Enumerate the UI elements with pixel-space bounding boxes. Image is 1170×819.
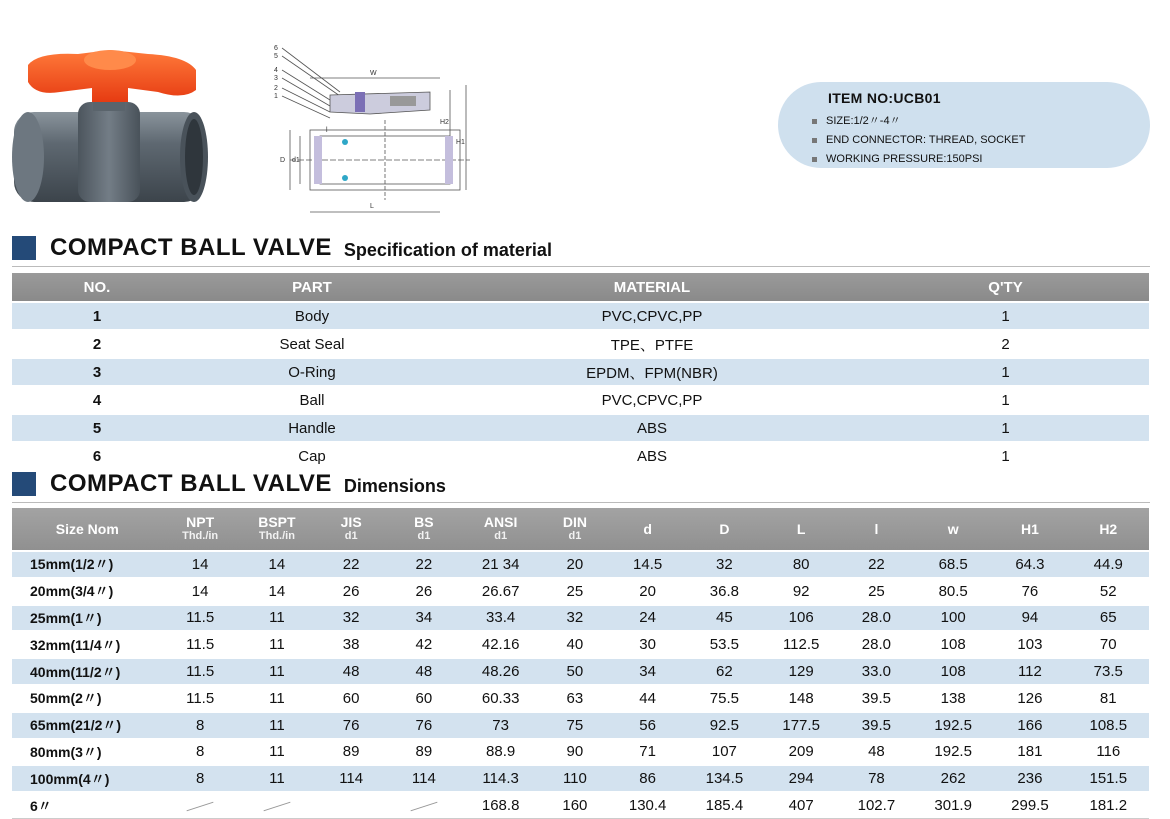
dimension-cell: 26: [316, 578, 386, 605]
cell-no: 4: [12, 386, 182, 414]
drawing-part-6: 6: [274, 45, 278, 52]
dimension-cell: 71: [610, 739, 685, 766]
dim-header-cell: [163, 508, 238, 551]
dimension-cell: 86: [610, 765, 685, 792]
cell-no: 1: [12, 302, 182, 330]
dimension-cell: 52: [1068, 578, 1149, 605]
item-info-panel: [778, 82, 1150, 168]
dimension-cell: 14.5: [610, 551, 685, 578]
dimension-cell: 106: [764, 605, 839, 632]
dimension-row: [12, 685, 1149, 712]
dimension-row: [12, 551, 1149, 578]
cell-qty: 2: [862, 330, 1149, 358]
dim-header-cell: [540, 508, 610, 551]
dim-header-cell: [685, 508, 763, 551]
drawing-part-3: 3: [274, 75, 278, 82]
dimension-cell: [238, 792, 316, 818]
cell-no: 2: [12, 330, 182, 358]
dimension-cell: 32: [316, 605, 386, 632]
dimension-cell: 76: [316, 712, 386, 739]
dimension-cell: 75.5: [685, 685, 763, 712]
size-cell: 65mm(21/2〃): [12, 712, 163, 739]
dimension-cell: 181.2: [1068, 792, 1149, 818]
dimension-cell: 148: [764, 685, 839, 712]
dimension-cell: 53.5: [685, 631, 763, 658]
cell-part: Body: [182, 302, 442, 330]
dim-header-cell: [386, 508, 461, 551]
dimension-cell: 11.5: [163, 658, 238, 685]
dimension-cell: 192.5: [914, 712, 992, 739]
dimension-cell: 81: [1068, 685, 1149, 712]
material-row: [12, 414, 1149, 442]
cell-no: 6: [12, 442, 182, 469]
dim-header-main: H1: [1020, 520, 1039, 537]
header-qty: Q'TY: [862, 273, 1149, 302]
dimension-cell: [163, 792, 238, 818]
dimension-cell: 44: [610, 685, 685, 712]
dimension-row: [12, 739, 1149, 766]
dimension-cell: 407: [764, 792, 839, 818]
dimension-cell: 11: [238, 712, 316, 739]
size-cell: 80mm(3〃): [12, 739, 163, 766]
dimension-section-title: COMPACT BALL VALVE: [50, 470, 332, 497]
dimension-cell: 62: [685, 658, 763, 685]
dimension-cell: [386, 792, 461, 818]
dimension-row: [12, 792, 1149, 818]
dim-header-cell: [764, 508, 839, 551]
dimension-cell: 48: [839, 739, 914, 766]
dim-header-cell: [1068, 508, 1149, 551]
drawing-label-h2: H2: [440, 119, 449, 126]
dimension-cell: 22: [386, 551, 461, 578]
cell-qty: 1: [862, 386, 1149, 414]
dimension-row: [12, 765, 1149, 792]
material-section-subtitle: Specification of material: [343, 240, 552, 260]
dimension-cell: 92.5: [685, 712, 763, 739]
dimension-cell: 11: [238, 765, 316, 792]
dim-header-main: Size Nom: [55, 520, 119, 537]
bullet-icon: [812, 157, 817, 162]
dimension-cell: 126: [992, 685, 1067, 712]
dimension-cell: 108: [914, 658, 992, 685]
dimension-cell: 130.4: [610, 792, 685, 818]
drawing-part-4: 4: [274, 67, 278, 74]
size-cell: 25mm(1〃): [12, 605, 163, 632]
cell-qty: 1: [862, 414, 1149, 442]
dimension-cell: 20: [610, 578, 685, 605]
not-applicable-mark: [187, 801, 214, 811]
cell-no: 3: [12, 358, 182, 386]
dim-header-sub: d1: [568, 529, 582, 542]
header-no: NO.: [12, 273, 182, 302]
dim-header-sub: Thd./in: [258, 529, 295, 542]
dimension-cell: 88.9: [462, 739, 540, 766]
dimension-cell: 92: [764, 578, 839, 605]
dimension-cell: 112: [992, 658, 1067, 685]
drawing-part-5: 5: [274, 53, 278, 60]
dimension-cell: 8: [163, 765, 238, 792]
dimension-cell: 177.5: [764, 712, 839, 739]
size-cell: 15mm(1/2〃): [12, 551, 163, 578]
drawing-label-l: L: [370, 203, 374, 210]
dim-header-main: l: [874, 520, 879, 537]
dim-header-main: D: [719, 520, 730, 537]
cell-material: ABS: [442, 442, 862, 469]
dimension-cell: 25: [540, 578, 610, 605]
dimension-cell: 94: [992, 605, 1067, 632]
drawing-label-w: W: [370, 70, 377, 77]
dimension-cell: 185.4: [685, 792, 763, 818]
cell-part: Ball: [182, 386, 442, 414]
dimension-cell: 48: [316, 658, 386, 685]
dimension-cell: 11: [238, 685, 316, 712]
dim-header-cell: [839, 508, 914, 551]
material-row: [12, 358, 1149, 386]
dim-header-sub: Thd./in: [182, 529, 219, 542]
dimension-cell: 22: [316, 551, 386, 578]
dim-header-cell: [238, 508, 316, 551]
dim-header-cell: [992, 508, 1067, 551]
dimension-section-heading: [12, 468, 446, 498]
dim-header-main: H2: [1099, 520, 1118, 537]
dimension-row: [12, 712, 1149, 739]
dimension-cell: 114.3: [462, 765, 540, 792]
dimension-cell: 33.4: [462, 605, 540, 632]
dimension-cell: 209: [764, 739, 839, 766]
header-material: MATERIAL: [442, 273, 862, 302]
dimension-cell: 11: [238, 631, 316, 658]
dim-header-cell: [12, 508, 163, 551]
dimension-cell: 76: [992, 578, 1067, 605]
dim-header-cell: [610, 508, 685, 551]
cell-qty: 1: [862, 442, 1149, 469]
dimension-cell: 56: [610, 712, 685, 739]
cell-part: Handle: [182, 414, 442, 442]
dimension-cell: 100: [914, 605, 992, 632]
cell-no: 5: [12, 414, 182, 442]
dimension-cell: 301.9: [914, 792, 992, 818]
divider: [12, 266, 1150, 267]
item-spec-pressure: WORKING PRESSURE:150PSI: [812, 150, 1025, 169]
dimension-cell: 28.0: [839, 631, 914, 658]
dim-header-sub: d1: [494, 529, 508, 542]
heading-square-icon: [12, 236, 36, 260]
dimension-cell: 11: [238, 739, 316, 766]
dim-header-main: JIS: [340, 513, 362, 530]
dimension-cell: 114: [316, 765, 386, 792]
dimension-cell: 129: [764, 658, 839, 685]
cell-material: TPE、PTFE: [442, 330, 862, 358]
material-table: [12, 273, 1149, 469]
dimension-cell: 73: [462, 712, 540, 739]
dimension-cell: 26: [386, 578, 461, 605]
ball-valve-product-image: [8, 40, 213, 210]
dimension-cell: 89: [386, 739, 461, 766]
dim-header-cell: [462, 508, 540, 551]
dimension-cell: 11: [238, 605, 316, 632]
dim-header-main: BSPT: [258, 513, 296, 530]
material-row: [12, 302, 1149, 330]
dimension-cell: 166: [992, 712, 1067, 739]
dimension-cell: [316, 792, 386, 818]
dimension-cell: 44.9: [1068, 551, 1149, 578]
drawing-label-d: D: [280, 157, 286, 164]
valve-technical-drawing: [270, 40, 480, 220]
dimension-cell: 36.8: [685, 578, 763, 605]
dimension-row: [12, 658, 1149, 685]
dimension-cell: 40: [540, 631, 610, 658]
bullet-icon: [812, 119, 817, 124]
drawing-part-1: 1: [274, 93, 278, 100]
dimension-cell: 32: [540, 605, 610, 632]
cell-part: O-Ring: [182, 358, 442, 386]
dimension-cell: 33.0: [839, 658, 914, 685]
dimension-cell: 63: [540, 685, 610, 712]
dimension-cell: 21 34: [462, 551, 540, 578]
dimension-cell: 65: [1068, 605, 1149, 632]
size-cell: 32mm(11/4〃): [12, 631, 163, 658]
dimension-cell: 8: [163, 739, 238, 766]
item-spec-connector: END CONNECTOR: THREAD, SOCKET: [812, 131, 1025, 150]
dimension-cell: 11.5: [163, 631, 238, 658]
dimension-cell: 114: [386, 765, 461, 792]
dimension-cell: 168.8: [462, 792, 540, 818]
dimension-table: [12, 508, 1149, 819]
dimension-cell: 42: [386, 631, 461, 658]
dimension-cell: 11: [238, 658, 316, 685]
not-applicable-mark: [410, 801, 437, 811]
drawing-part-2: 2: [274, 85, 278, 92]
dimension-cell: 20: [540, 551, 610, 578]
material-row: [12, 386, 1149, 414]
dimension-cell: 11.5: [163, 685, 238, 712]
cell-qty: 1: [862, 358, 1149, 386]
dimension-cell: 48.26: [462, 658, 540, 685]
dimension-cell: 116: [1068, 739, 1149, 766]
dimension-cell: 34: [386, 605, 461, 632]
dimension-cell: 112.5: [764, 631, 839, 658]
dimension-cell: 160: [540, 792, 610, 818]
item-number-title: ITEM NO:UCB01: [828, 90, 941, 106]
dimension-cell: 25: [839, 578, 914, 605]
cell-part: Cap: [182, 442, 442, 469]
heading-square-icon: [12, 472, 36, 496]
dimension-cell: 28.0: [839, 605, 914, 632]
drawing-label-h1: H1: [456, 139, 465, 146]
size-cell: 100mm(4〃): [12, 765, 163, 792]
dim-header-main: L: [796, 520, 806, 537]
dimension-cell: 102.7: [839, 792, 914, 818]
dimension-cell: 181: [992, 739, 1067, 766]
dimension-cell: 60: [316, 685, 386, 712]
dimension-cell: 110: [540, 765, 610, 792]
dimension-cell: 30: [610, 631, 685, 658]
dim-header-main: BS: [414, 513, 434, 530]
divider: [12, 502, 1150, 503]
size-cell: 50mm(2〃): [12, 685, 163, 712]
material-section-title: COMPACT BALL VALVE: [50, 234, 332, 261]
dimension-cell: 34: [610, 658, 685, 685]
header-part: PART: [182, 273, 442, 302]
dimension-cell: 262: [914, 765, 992, 792]
size-cell: 20mm(3/4〃): [12, 578, 163, 605]
dim-header-cell: [914, 508, 992, 551]
dimension-cell: 80: [764, 551, 839, 578]
dimension-cell: 103: [992, 631, 1067, 658]
dimension-cell: 70: [1068, 631, 1149, 658]
dimension-cell: 192.5: [914, 739, 992, 766]
dimension-cell: 42.16: [462, 631, 540, 658]
dimension-cell: 39.5: [839, 685, 914, 712]
dimension-cell: 50: [540, 658, 610, 685]
dimension-cell: 11.5: [163, 605, 238, 632]
dimension-cell: 14: [163, 551, 238, 578]
dim-header-main: DIN: [562, 513, 587, 530]
material-section-heading: [12, 232, 552, 262]
dimension-cell: 68.5: [914, 551, 992, 578]
cell-material: PVC,CPVC,PP: [442, 302, 862, 330]
dimension-section-subtitle: Dimensions: [343, 476, 446, 496]
dimension-cell: 76: [386, 712, 461, 739]
dimension-cell: 80.5: [914, 578, 992, 605]
material-row: [12, 330, 1149, 358]
dimension-cell: 299.5: [992, 792, 1067, 818]
dimension-cell: 134.5: [685, 765, 763, 792]
cell-qty: 1: [862, 302, 1149, 330]
dimension-row: [12, 631, 1149, 658]
dimension-cell: 90: [540, 739, 610, 766]
dimension-cell: 48: [386, 658, 461, 685]
dim-header-main: d: [643, 520, 652, 537]
dimension-cell: 73.5: [1068, 658, 1149, 685]
dimension-table-header: [12, 508, 1149, 551]
dim-header-cell: [316, 508, 386, 551]
dimension-cell: 60.33: [462, 685, 540, 712]
material-row: [12, 442, 1149, 469]
dimension-cell: 64.3: [992, 551, 1067, 578]
item-spec-list: [812, 112, 1025, 169]
dimension-cell: 14: [163, 578, 238, 605]
dimension-cell: 14: [238, 551, 316, 578]
material-table-header: [12, 273, 1149, 302]
dimension-cell: 26.67: [462, 578, 540, 605]
dimension-row: [12, 578, 1149, 605]
dimension-cell: 294: [764, 765, 839, 792]
dimension-cell: 78: [839, 765, 914, 792]
size-cell: 6〃: [12, 792, 163, 818]
dimension-cell: 32: [685, 551, 763, 578]
dimension-cell: 60: [386, 685, 461, 712]
dimension-cell: 24: [610, 605, 685, 632]
dimension-cell: 89: [316, 739, 386, 766]
dimension-cell: 107: [685, 739, 763, 766]
dim-header-sub: d1: [344, 529, 358, 542]
dim-header-main: ANSI: [483, 513, 518, 530]
dimension-cell: 151.5: [1068, 765, 1149, 792]
item-spec-size: SIZE:1/2〃-4〃: [812, 112, 1025, 131]
dimension-cell: 138: [914, 685, 992, 712]
size-cell: 40mm(11/2〃): [12, 658, 163, 685]
dimension-cell: 22: [839, 551, 914, 578]
drawing-label-l-small: l: [326, 127, 328, 134]
dimension-cell: 38: [316, 631, 386, 658]
drawing-label-d1: d1: [292, 157, 300, 164]
dimension-cell: 75: [540, 712, 610, 739]
dim-header-main: w: [947, 520, 959, 537]
dim-header-sub: d1: [417, 529, 431, 542]
dimension-cell: 236: [992, 765, 1067, 792]
cell-material: ABS: [442, 414, 862, 442]
cell-part: Seat Seal: [182, 330, 442, 358]
dimension-cell: 108: [914, 631, 992, 658]
cell-material: PVC,CPVC,PP: [442, 386, 862, 414]
dimension-cell: 14: [238, 578, 316, 605]
cell-material: EPDM、FPM(NBR): [442, 358, 862, 386]
dim-header-main: NPT: [186, 513, 215, 530]
dimension-cell: 45: [685, 605, 763, 632]
dimension-row: [12, 605, 1149, 632]
dimension-cell: 39.5: [839, 712, 914, 739]
dimension-cell: 108.5: [1068, 712, 1149, 739]
bullet-icon: [812, 138, 817, 143]
dimension-cell: 8: [163, 712, 238, 739]
not-applicable-mark: [263, 801, 290, 811]
